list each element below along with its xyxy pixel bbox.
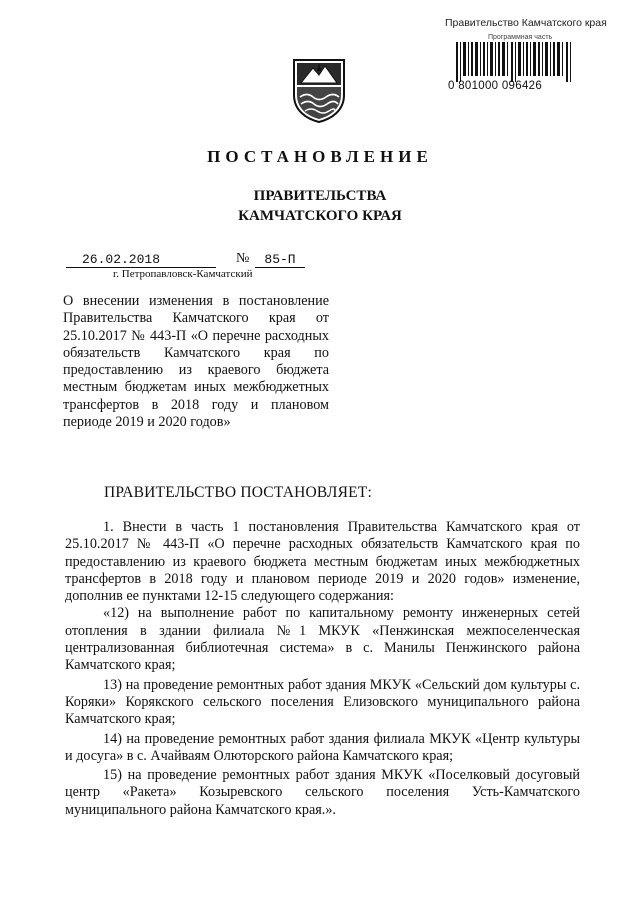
barcode-number: 0 801000 096426 [448,80,543,92]
body-paragraph-2: «12) на выполнение работ по капитальному ремонту инженерных сетей отопления в здании филиала №1 МКУК «Пенжинская межпоселенческая централизованная библиотечная система» в с. Манилы Пенжинского района Камчатского края; [65,605,580,674]
document-subject: О внесении изменения в постановление Правительства Камчатского края от 25.10.2017 № 443-П «О перечне расходных обязательств Камчатского края по предоставлению из краевого бюджета местным бюджетам иных межбюджетных трансфертов в 2018 году и плановом периоде 2019 и 2020 годов» [63,293,329,431]
document-date: 26.02.2018 [66,252,216,268]
document-number: 85-П [255,252,305,268]
barcode [456,42,574,82]
issuing-authority [0,186,640,226]
corner-sub-label: Программная часть [488,34,553,41]
body-paragraph-1: 1. Внести в часть 1 постановления Правительства Камчатского края от 25.10.2017 № 443-П «О перечне расходных обязательств Камчатского края по предоставлению из краевого бюджета местным бюджетам иных межбюджетных трансфертов в 2018 году и плановом периоде 2019 и 2020 годов» изменение, дополнив ее пунктами 12-15 следующего содержания: [65,519,580,605]
coat-of-arms-emblem [291,57,347,123]
document-body [65,519,580,819]
body-paragraph-5: 15) на проведение ремонтных работ здания МКУК «Поселковый досуговый центр «Ракета» Козыревского сельского поселения Усть-Камчатского муниципального района Камчатского края.». [65,767,580,818]
number-sign: № [236,251,250,266]
corner-org-label: Правительство Камчатского края [445,17,607,29]
document-city: г. Петропавловск-Камчатский [113,268,253,280]
document-title: ПОСТАНОВЛЕНИЕ [207,147,433,166]
authority-line-1: ПРАВИТЕЛЬСТВА [253,188,387,204]
authority-line-2: КАМЧАТСКОГО КРАЯ [238,208,402,224]
body-paragraph-4: 14) на проведение ремонтных работ здания филиала МКУК «Центр культуры и досуга» в с. Ачайваям Олюторского района Камчатского края; [65,730,580,764]
resolution-heading: ПРАВИТЕЛЬСТВО ПОСТАНОВЛЯЕТ: [104,484,372,501]
body-paragraph-3: 13) на проведение ремонтных работ здания МКУК «Сельский дом культуры с. Коряки» Корякского сельского поселения Елизовского муниципального района Камчатского края; [65,676,580,728]
